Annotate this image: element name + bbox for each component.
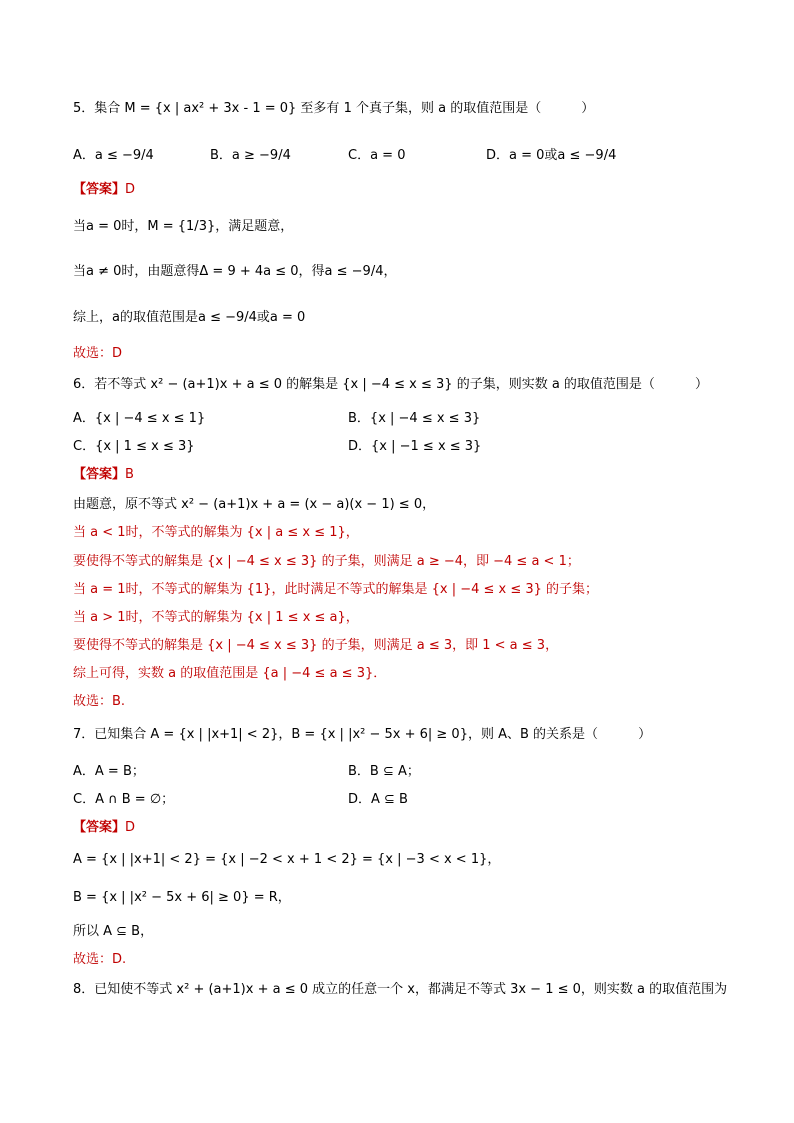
q5-stem (73, 99, 594, 119)
q7-sol-line-4: 故选：D. (73, 952, 127, 967)
q5-answer (73, 180, 135, 200)
q6-close: ） (694, 377, 708, 392)
q6-answer-value: B (125, 467, 134, 482)
q6-sol-line-1: 由题意，原不等式 x² − (a+1)x + a = (x − a)(x − 1) ≤ 0， (73, 497, 436, 512)
q7-answer (73, 818, 135, 838)
q5-sol-line-2: 当a ≠ 0时，由题意得Δ = 9 + 4a ≤ 0，得a ≤ −9/4， (73, 264, 397, 279)
q7-sol-line-1: A = {x | |x+1| < 2} = {x | −2 < x + 1 < 2} = {x | −3 < x < 1}， (73, 852, 501, 867)
q5-answer-tag: 【答案】 (73, 182, 126, 197)
q8-stem: 8．已知使不等式 x² + (a+1)x + a ≤ 0 成立的任意一个 x，都满足不等式 3x − 1 ≤ 0，则实数 a 的取值范围为 (73, 982, 728, 997)
q6-sol-line-5: 当 a > 1时，不等式的解集为 {x | 1 ≤ x ≤ a}， (73, 610, 359, 625)
q7-sol-line-2: B = {x | |x² − 5x + 6| ≥ 0} = R， (73, 890, 291, 905)
q5-stem-text: 5．集合 M = {x | ax² + 3x - 1 = 0} 至多有 1 个真子集，则 a 的取值范围是（ (73, 101, 542, 116)
q5-option-a: A．a ≤ −9/4 (73, 148, 154, 163)
q7-close: ） (638, 727, 652, 742)
q7-answer-tag: 【答案】 (73, 820, 126, 835)
q5-option-b: B．a ≥ −9/4 (210, 148, 291, 163)
q5-close: ） (581, 101, 595, 116)
q7-option-b: B．B ⊆ A； (348, 764, 420, 779)
q6-option-d: D．{x | −1 ≤ x ≤ 3} (348, 439, 482, 454)
q6-sol-line-8: 故选：B. (73, 694, 126, 709)
q7-option-d: D．A ⊆ B (348, 792, 408, 807)
q7-option-a: A．A = B； (73, 764, 145, 779)
q7-stem (73, 725, 651, 745)
q6-sol-line-4: 当 a = 1时，不等式的解集为 {1}，此时满足不等式的解集是 {x | −4 ≤ x ≤ 3} 的子集； (73, 582, 599, 597)
q6-option-c: C．{x | 1 ≤ x ≤ 3} (73, 439, 195, 454)
q6-option-a: A．{x | −4 ≤ x ≤ 1} (73, 411, 206, 426)
q7-answer-value: D (125, 820, 136, 835)
q6-answer (73, 465, 134, 485)
q7-sol-line-3: 所以 A ⊆ B， (73, 924, 154, 939)
q5-answer-value: D (125, 182, 136, 197)
q6-stem-text: 6．若不等式 x² − (a+1)x + a ≤ 0 的解集是 {x | −4 ≤ x ≤ 3} 的子集，则实数 a 的取值范围是（ (73, 377, 655, 392)
q6-option-b: B．{x | −4 ≤ x ≤ 3} (348, 411, 481, 426)
q6-sol-line-7: 综上可得，实数 a 的取值范围是 {a | −4 ≤ a ≤ 3}． (73, 666, 387, 681)
q5-sol-line-3: 综上，a的取值范围是a ≤ −9/4或a = 0 (73, 310, 306, 325)
q6-sol-line-2: 当 a < 1时，不等式的解集为 {x | a ≤ x ≤ 1}， (73, 525, 359, 540)
q6-stem (73, 375, 708, 395)
q7-option-c: C．A ∩ B = ∅； (73, 792, 175, 807)
q5-option-c: C．a = 0 (348, 148, 406, 163)
q6-answer-tag: 【答案】 (73, 467, 126, 482)
q7-stem-text: 7．已知集合 A = {x | |x+1| < 2}，B = {x | |x² − 5x + 6| ≥ 0}，则 A、B 的关系是（ (73, 727, 599, 742)
q6-sol-line-3: 要使得不等式的解集是 {x | −4 ≤ x ≤ 3} 的子集，则满足 a ≥ −4，即 −4 ≤ a < 1； (73, 554, 580, 569)
q5-sol-line-1: 当a = 0时，M = {1/3}，满足题意， (73, 219, 294, 234)
q5-sol-line-4: 故选：D (73, 346, 123, 361)
q5-option-d: D．a = 0或a ≤ −9/4 (486, 148, 617, 163)
q6-sol-line-6: 要使得不等式的解集是 {x | −4 ≤ x ≤ 3} 的子集，则满足 a ≤ 3，即 1 < a ≤ 3， (73, 638, 559, 653)
